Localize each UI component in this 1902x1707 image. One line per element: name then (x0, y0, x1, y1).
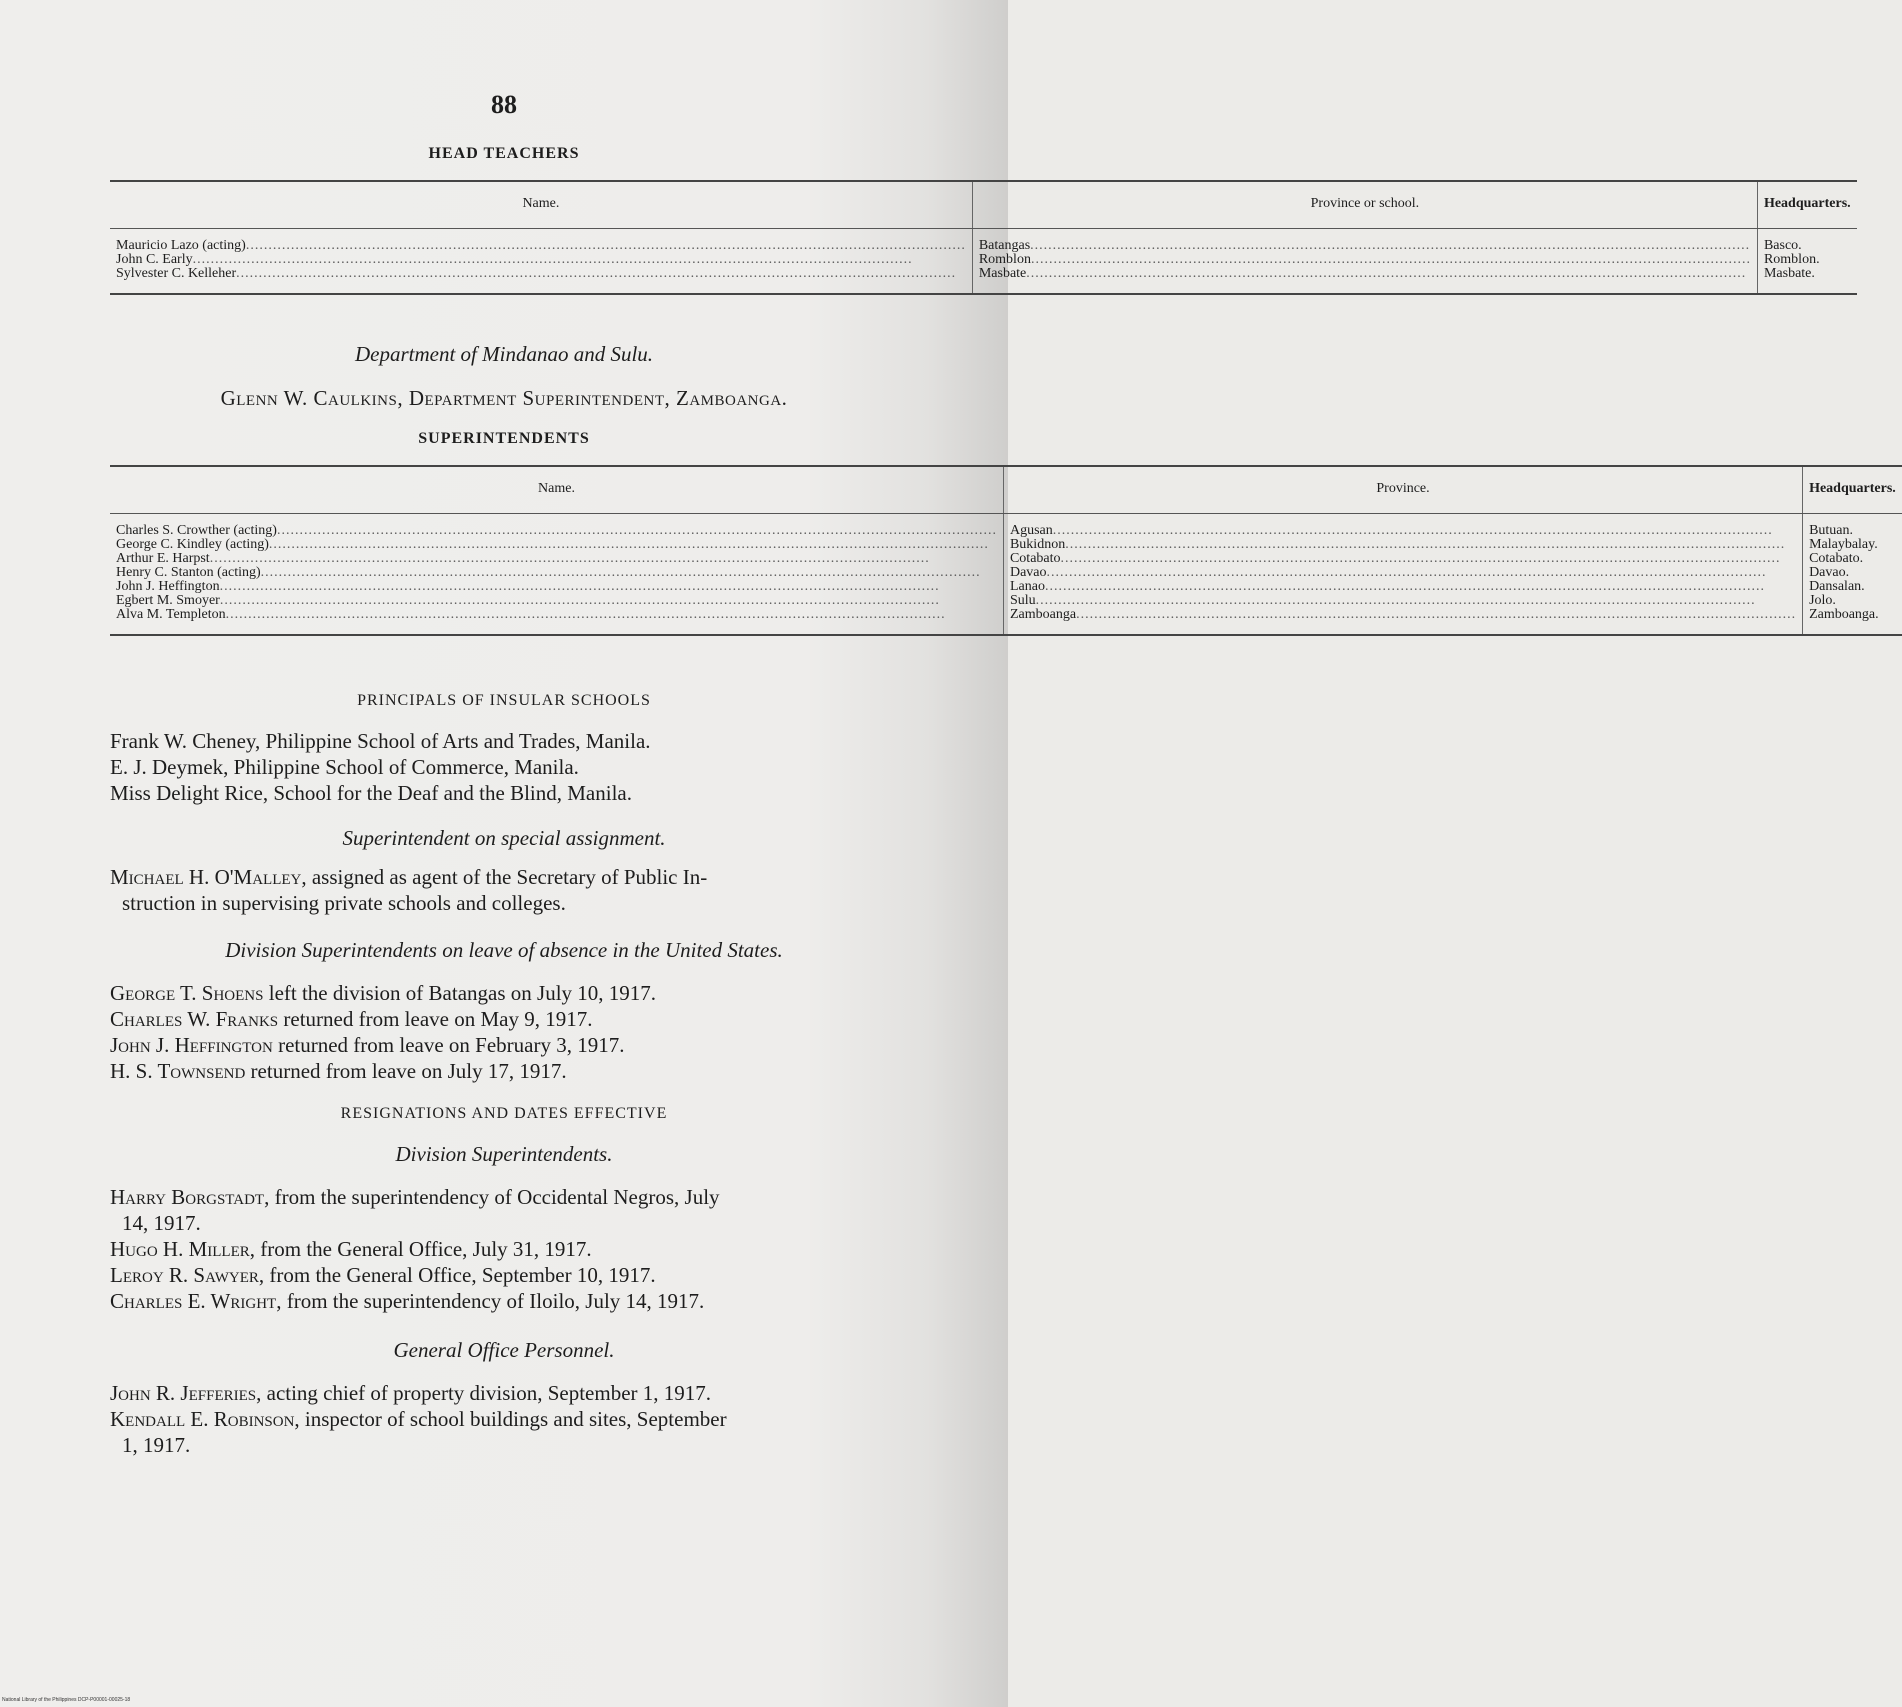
resignations-heading: RESIGNATIONS AND DATES EFFECTIVE (340, 1105, 668, 1122)
column-header-name: Name. (110, 181, 972, 229)
superintendents-table (110, 465, 1902, 636)
name-cell: Charles S. Crowther (acting) ..... George C. Kindley (acting) ..... Arthur E. Harpst ..... Henry C. Stanton (acting) ..... John J. Heffington ..... Egbert M. Smoyer ..... Alva M. Templeton ..... (110, 514, 1003, 636)
headquarters-cell: Butuan. Malaybalay. Cotabato. Davao. Dansalan. Jolo. Zamboanga. (1803, 514, 1902, 636)
column-header-headquarters: Headquarters. (1803, 466, 1902, 514)
column-header-headquarters: Headquarters. (1757, 181, 1856, 229)
list-item: George T. Shoens left the division of Batangas on July 10, 1917. (110, 981, 657, 1005)
page-number: 88 (491, 90, 517, 119)
name-cell: Mauricio Lazo (acting) ..... John C. Early ..... Sylvester C. Kelleher ..... (110, 229, 972, 295)
list-item: E. J. Deymek, Philippine School of Commerce, Manila. (110, 755, 579, 779)
department-superintendent: Glenn W. Caulkins, Department Superintendent, Zamboanga. (220, 386, 788, 410)
list-item: Frank W. Cheney, Philippine School of Arts and Trades, Manila. (110, 729, 651, 753)
list-item: Leroy R. Sawyer, from the General Office, September 10, 1917. (110, 1263, 656, 1287)
list-item: Charles E. Wright, from the superintendency of Iloilo, July 14, 1917. (110, 1289, 705, 1313)
column-header-name: Name. (110, 466, 1003, 514)
table-header-row (110, 181, 1857, 229)
on-leave-list (110, 980, 930, 1084)
division-superintendents-heading: Division Superintendents. (395, 1142, 613, 1166)
archive-footer: National Library of the Philippines DCP-P00001-00025-18 (2, 1697, 131, 1703)
province-cell: Agusan ..... Bukidnon ..... Cotabato ..... Davao ..... Lanao ..... Sulu ..... Zamboanga ..... (1003, 514, 1802, 636)
principals-heading: PRINCIPALS OF INSULAR SCHOOLS (357, 692, 651, 709)
table-header-row (110, 466, 1902, 514)
special-assignment-entry: Michael H. O'Malley, assigned as agent of the Secretary of Public In- struction in supervising private schools and colleges. (110, 865, 708, 915)
table-row (110, 514, 1902, 636)
special-assignment-heading: Superintendent on special assignment. (342, 826, 666, 850)
superintendents-heading: SUPERINTENDENTS (418, 430, 590, 447)
list-item: Hugo H. Miller, from the General Office, July 31, 1917. (110, 1237, 592, 1261)
principals-list (110, 728, 930, 806)
list-item: John J. Heffington returned from leave on February 3, 1917. (110, 1033, 625, 1057)
office-resignations-list: John R. Jefferies, acting chief of property division, September 1, 1917. Kendall E. Robinson, inspector of school buildings and sites, September 1, 1917. (110, 1380, 930, 1458)
province-cell: Batangas ..... Romblon ..... Masbate ..... (972, 229, 1757, 295)
general-office-heading: General Office Personnel. (393, 1338, 615, 1362)
list-item: Harry Borgstadt, from the superintendency of Occidental Negros, July (110, 1185, 720, 1209)
list-item: Miss Delight Rice, School for the Deaf and the Blind, Manila. (110, 781, 632, 805)
table-row (110, 229, 1857, 295)
division-resignations-list: Harry Borgstadt, from the superintendency of Occidental Negros, July 14, 1917. Hugo H. Miller, from the General Office, July 31, 1917. Leroy R. Sawyer, from the General Office, September 10, 1917. Charles E. Wright, from the superintendency of Iloilo, July 14, 1917. (110, 1184, 930, 1314)
department-title: Department of Mindanao and Sulu. (354, 342, 654, 366)
list-item: H. S. Townsend returned from leave on July 17, 1917. (110, 1059, 567, 1083)
column-header-province: Province or school. (972, 181, 1757, 229)
head-teachers-table (110, 180, 1857, 295)
list-item: John R. Jefferies, acting chief of property division, September 1, 1917. (110, 1381, 712, 1405)
on-leave-heading: Division Superintendents on leave of absence in the United States. (225, 938, 783, 962)
list-item: Kendall E. Robinson, inspector of school buildings and sites, September (110, 1407, 727, 1431)
list-item: Charles W. Franks returned from leave on May 9, 1917. (110, 1007, 593, 1031)
head-teachers-heading: HEAD TEACHERS (428, 145, 580, 162)
headquarters-cell: Basco. Romblon. Masbate. (1757, 229, 1856, 295)
column-header-province: Province. (1003, 466, 1802, 514)
